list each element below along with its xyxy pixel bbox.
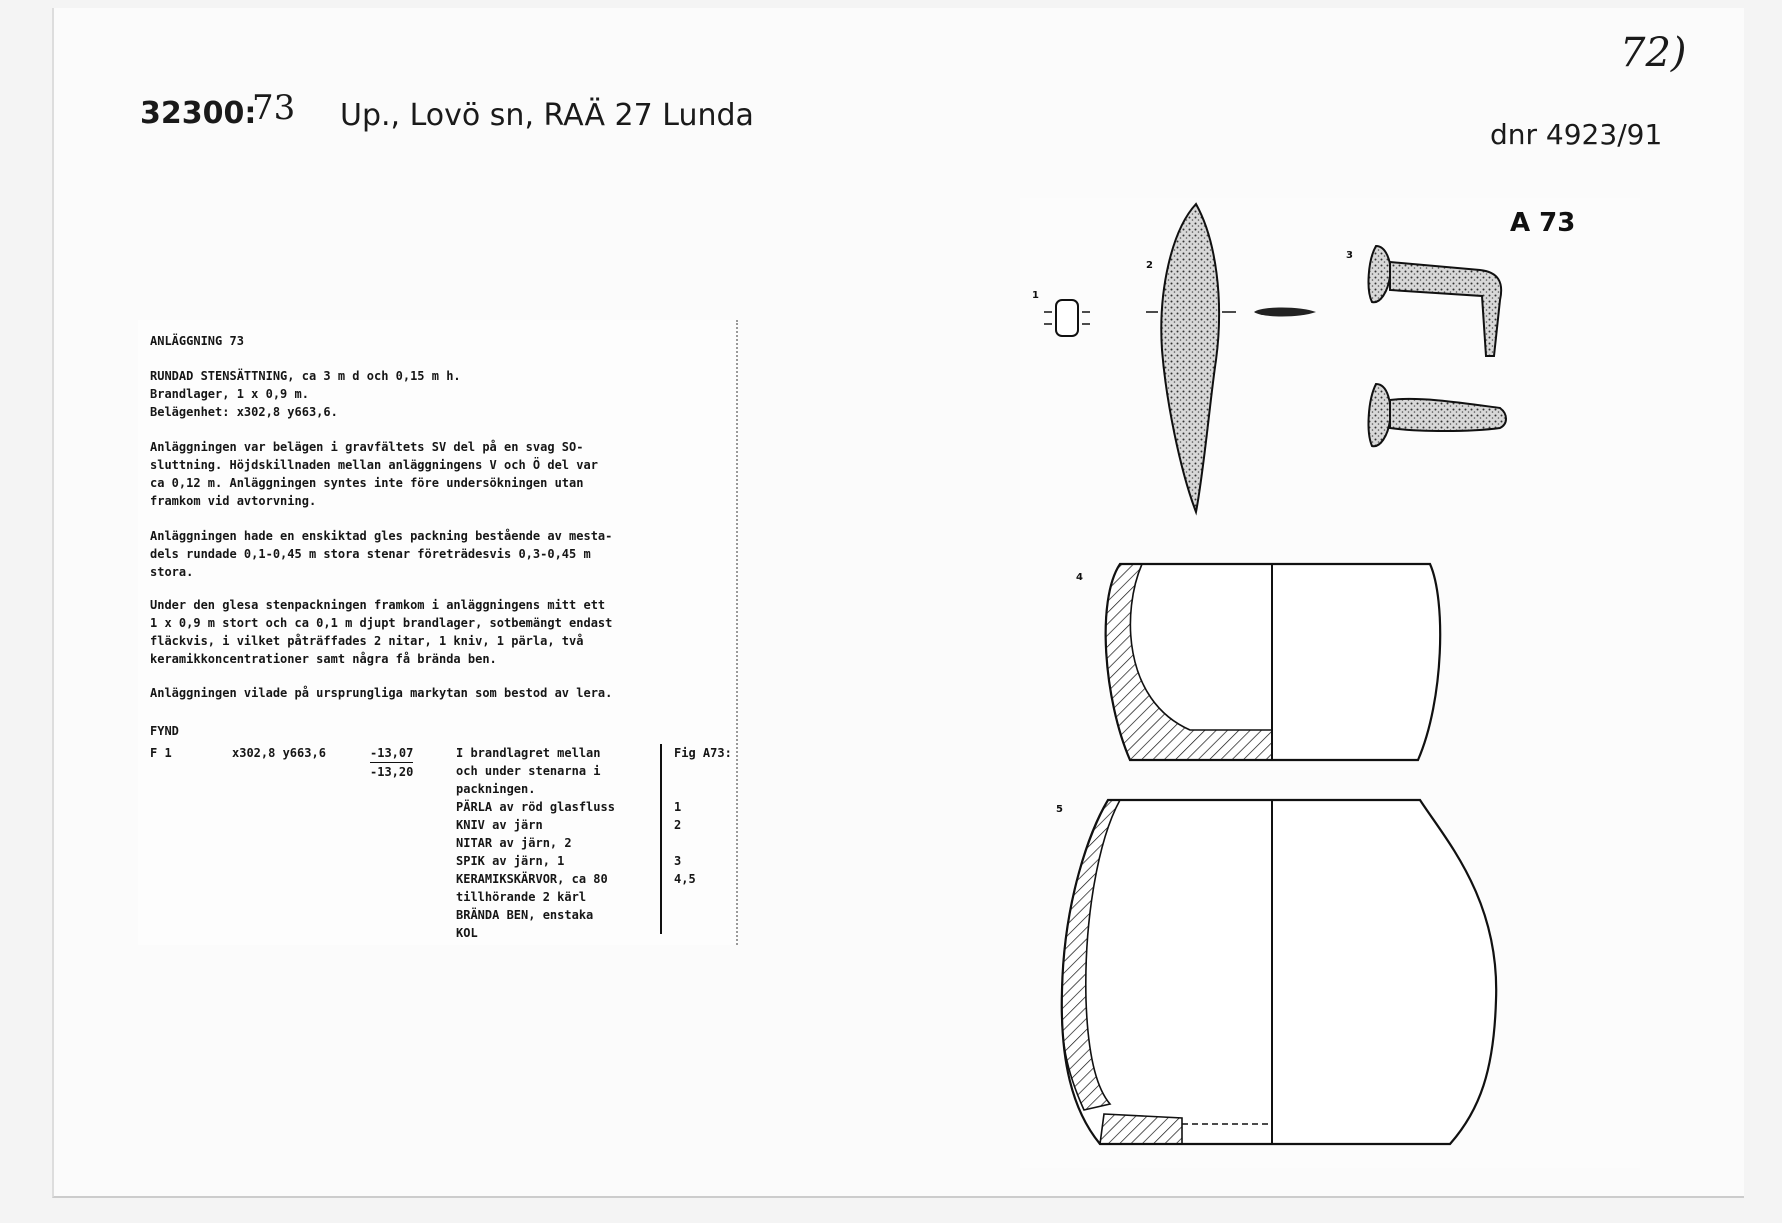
feature-ground-paragraph: Anläggningen vilade på ursprungliga markytan som bestod av lera. <box>150 686 613 700</box>
find-line: packningen. <box>456 782 536 796</box>
feature-location-paragraph: Anläggningen var belägen i gravfältets SV del på en svag SO- sluttning. Höjdskillnaden mellan anläggningens V och Ö del var ca 0,12 m. Anläggningen syntes inte före undersökningen utan framkom vid avtorvning. <box>150 440 598 508</box>
find-line: NITAR av järn, 2 <box>456 836 572 850</box>
find-line: KOL <box>456 926 478 940</box>
plate-label: A 73 <box>1510 208 1576 238</box>
handwritten-number: 73 <box>252 88 296 128</box>
place-heading: Up., Lovö sn, RAÄ 27 Lunda <box>340 98 754 133</box>
find-line: I brandlagret mellan <box>456 746 601 760</box>
find-coordinates: x302,8 y663,6 <box>232 746 326 760</box>
fig-number-3: 3 <box>1346 250 1353 261</box>
record-id: 32300: <box>140 96 257 131</box>
feature-summary: RUNDAD STENSÄTTNING, ca 3 m d och 0,15 m h. Brandlager, 1 x 0,9 m. Belägenhet: x302,8 y663,6. <box>150 369 461 419</box>
dnr-number: dnr 4923/91 <box>1490 118 1663 151</box>
fig-ref: 1 <box>674 800 682 814</box>
feature-title: ANLÄGGNING 73 <box>150 334 244 348</box>
find-level-bottom: -13,20 <box>370 762 413 781</box>
fig-number-4: 4 <box>1076 572 1083 583</box>
find-line: PÄRLA av röd glasfluss <box>456 800 615 814</box>
find-line: och under stenarna i <box>456 764 601 778</box>
bead-drawing <box>1044 300 1090 336</box>
vessel-5-drawing <box>1062 800 1497 1144</box>
feature-burnlayer-paragraph: Under den glesa stenpackningen framkom i anläggningens mitt ett 1 x 0,9 m stort och ca 0,1 m djupt brandlager, sotbemängt endast fläckvis, i vilket påträffades 2 nitar, 1 kniv, 1 pärla, två keramikkoncentrationer samt några få brända ben. <box>150 598 613 666</box>
fig-ref: 3 <box>674 854 682 868</box>
find-level-top: -13,07 <box>370 746 414 760</box>
fig-header: Fig A73: <box>674 746 732 760</box>
fig-number-2: 2 <box>1146 260 1153 271</box>
fig-number-5: 5 <box>1056 804 1063 815</box>
fig-ref: 4,5 <box>674 872 696 886</box>
find-line: KERAMIKSKÄRVOR, ca 80 <box>456 872 608 886</box>
find-id: F 1 <box>150 746 172 760</box>
handwritten-page-number: 72) <box>1620 30 1687 76</box>
knife-drawing <box>1146 204 1316 512</box>
find-line: SPIK av järn, 1 <box>456 854 565 868</box>
vessel-4-drawing <box>1106 564 1441 760</box>
fig-ref: 2 <box>674 818 682 832</box>
find-line: tillhörande 2 kärl <box>456 890 587 904</box>
rivet-drawings <box>1369 246 1506 446</box>
fig-number-1: 1 <box>1032 290 1039 301</box>
find-line: KNIV av järn <box>456 818 543 832</box>
finds-title: FYND <box>150 724 179 738</box>
find-line: BRÄNDA BEN, enstaka <box>456 908 594 922</box>
feature-packing-paragraph: Anläggningen hade en enskiktad gles packning bestående av mesta- dels rundade 0,1-0,45 m stora stenar företrädesvis 0,3-0,45 m stora. <box>150 529 613 579</box>
